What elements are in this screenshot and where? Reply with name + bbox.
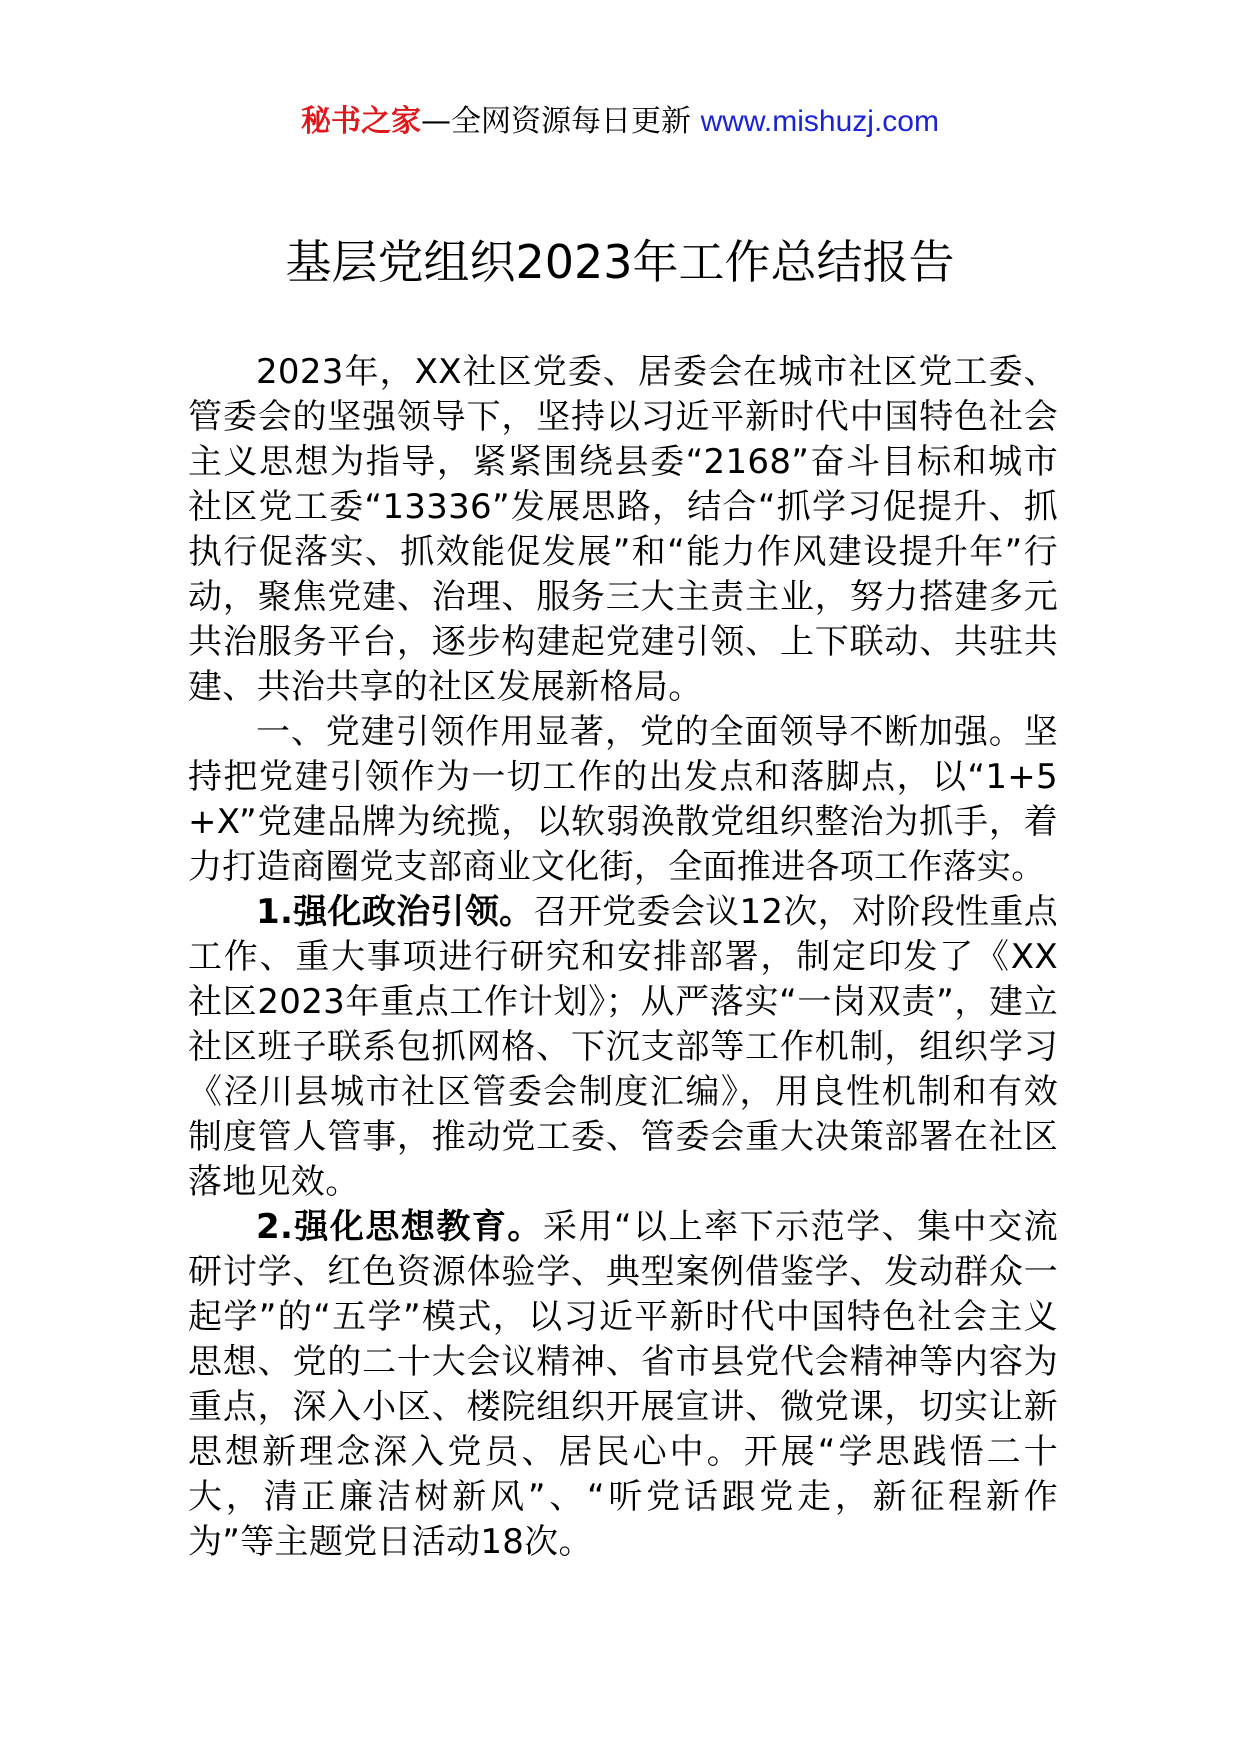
site-url-link[interactable]: www.mishuzj.com xyxy=(700,105,939,138)
paragraph-text: 2023年，XX社区党委、居委会在城市社区党工委、管委会的坚强领导下，坚持以习近平新时代中国特色社会主义思想为指导，紧紧围绕县委“2168”奋斗目标和城市社区党工委“13336”发展思路，结合“抓学习促提升、抓执行促落实、抓效能促发展”和“能力作风建设提升年”行动，聚焦党建、治理、服务三大主责主业，努力搭建多元共治服务平台，逐步构建起党建引领、上下联动、共驻共建、共治共享的社区发展新格局。 xyxy=(188,352,1058,707)
paragraph-text: 采用“以上率下示范学、集中交流研讨学、红色资源体验学、典型案例借鉴学、发动群众一起学”的“五学”模式，以习近平新时代中国特色社会主义思想、党的二十大会议精神、省市县党代会精神等内容为重点，深入小区、楼院组织开展宣讲、微党课，切实让新思想新理念深入党员、居民心中。开展“学思践悟二十大，清正廉洁树新风”、“听党话跟党走，新征程新作为”等主题党日活动18次。 xyxy=(188,1207,1058,1562)
paragraph-intro xyxy=(188,350,1058,710)
document-title: 基层党组织2023年工作总结报告 xyxy=(285,235,955,289)
paragraph-text: 召开党委会议12次，对阶段性重点工作、重大事项进行研究和安排部署，制定印发了《XX社区2023年重点工作计划》；从严落实“一岗双责”，建立社区班子联系包抓网格、下沉支部等工作机制，组织学习《泾川县城市社区管委会制度汇编》，用良性机制和有效制度管人管事，推动党工委、管委会重大决策部署在社区落地见效。 xyxy=(188,892,1058,1202)
header-slogan: —全网资源每日更新 xyxy=(421,104,701,139)
paragraph-item-2 xyxy=(188,1205,1058,1565)
document-body xyxy=(188,350,1058,1565)
paragraph-item-1 xyxy=(188,890,1058,1205)
paragraph-lead: 2.强化思想教育。 xyxy=(256,1207,543,1247)
paragraph-lead: 1.强化政治引领。 xyxy=(256,892,534,932)
header-banner xyxy=(0,100,1240,144)
paragraph-section-1 xyxy=(188,710,1058,890)
paragraph-text: 一、党建引领作用显著，党的全面领导不断加强。坚持把党建引领作为一切工作的出发点和落脚点，以“1+5+X”党建品牌为统揽，以软弱涣散党组织整治为抓手，着力打造商圈党支部商业文化街，全面推进各项工作落实。 xyxy=(188,712,1058,887)
brand-name: 秘书之家 xyxy=(301,104,422,139)
